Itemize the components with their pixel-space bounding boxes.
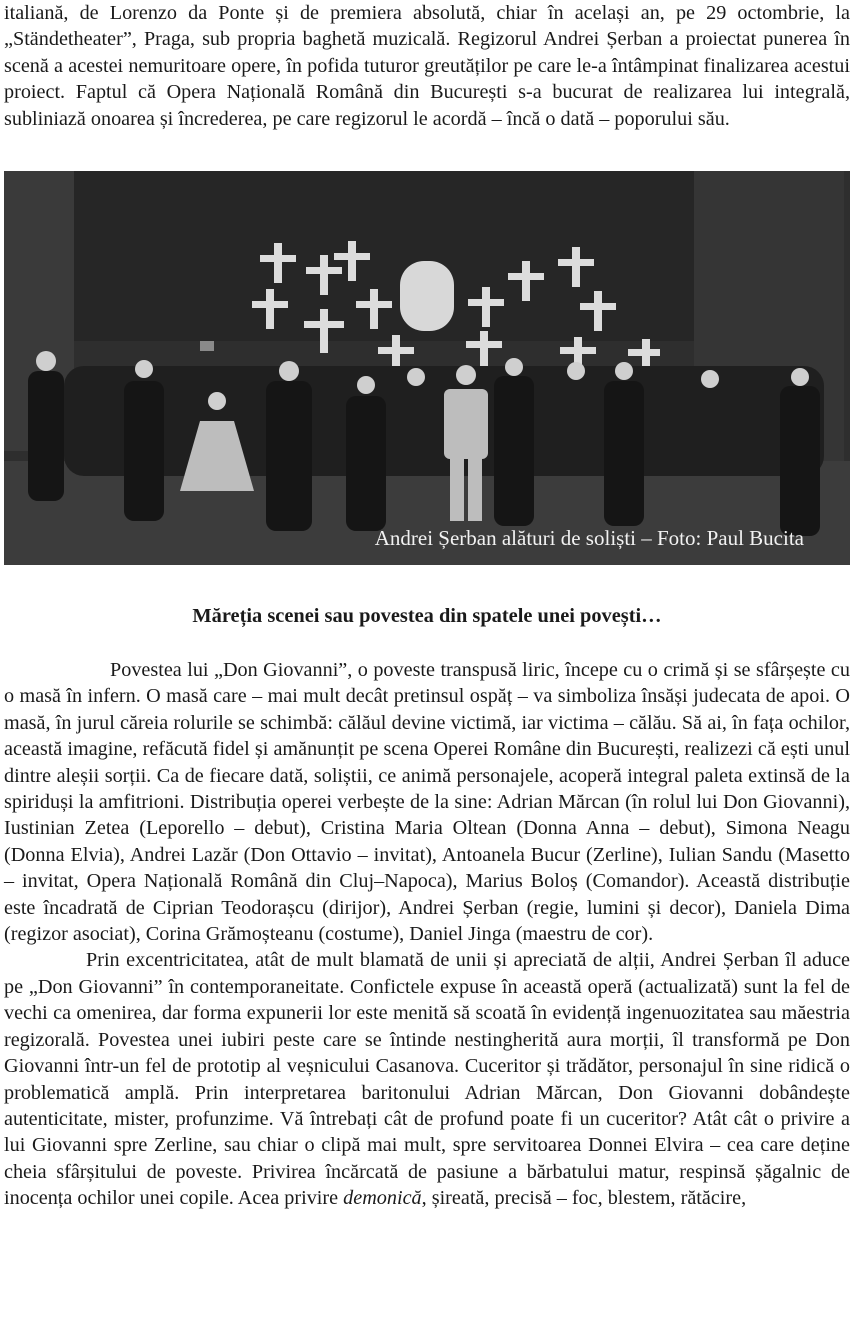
intro-paragraph: italiană, de Lorenzo da Ponte și de premiera absolută, chiar în același an, pe 29 octombrie, la „Ständetheater”, Praga, sub propria baghetă muzicală. Regizorul Andrei Șerban a proiectat punerea în scenă a acestei nemuritoare opere, în pofida tuturor greutăților pe care le-a întâmpinat finalizarea acestui proiect. Faptul că Opera Națională Română din București s-a bucurat de realizarea lui integrală, subliniază onoarea și încrederea, pe care regizorul le acordă – încă o dată – poporului său. — [4, 2, 850, 130]
section-heading: Măreția scenei sau povestea din spatele unei povești… — [192, 605, 662, 627]
article-body — [4, 657, 850, 1212]
stage-photo — [4, 171, 850, 565]
paragraph-2-emphasis: demonică — [343, 1187, 422, 1210]
paragraph-2-text-start: Prin excentricitatea, atât de mult blamată de unii și apreciată de alții, Andrei Șerban îl aduce pe „Don Giovanni” în contemporaneitate. Confictele expuse în această operă (actualizată) sunt la fel de vechi ca omenirea, dar forma expunerii lor este menită să scoată în evidență ingenuozitatea sau măestria regizorală. Povestea unei iubiri peste care se întinde nestingherită aura morții, îl transformă pe Don Giovanni într-un fel de prototip al veșnicului Casanova. Cuceritor și trădător, personajul în sine ridică o problematică amplă. Prin interpretarea baritonului Adrian Mărcan, Don Giovanni dobândește autenticitate, mister, profunzime. Vă întrebați cât de profund poate fi un cuceritor? Atât cât o privire a lui Giovanni spre Zerline, sau chiar o clipă mai mult, spre servitoarea Donnei Elvira – cea care deține cheia sfârșitului de poveste. Privirea încărcată de pasiune a bărbatului matur, respinsă șăgalnic de inocența ochilor unei copile. Acea privire — [4, 949, 850, 1210]
photo-caption: Andrei Șerban alături de soliști – Foto: Paul Bucita — [374, 526, 804, 550]
paragraph-1: Povestea lui „Don Giovanni”, o poveste transpusă liric, începe cu o crimă și se sfârșește cu o masă în infern. O masă care – mai mult decât pretinsul ospăț – va simboliza însăși judecata de apoi. O masă, în jurul căreia rolurile se schimbă: călăul devine victimă, iar victima – călău. Să ai, în fața ochilor, această imagine, refăcută fidel și amănunțit pe scena Operei Române din București, realizezi că ești unul dintre aleșii sorții. Ca de fiecare dată, soliștii, ce animă personajele, acoperă integral paleta extinsă de la spiriduși la amfitrioni. Distribuția operei verbește de la sine: Adrian Mărcan (în rolul lui Don Giovanni), Iustinian Zetea (Leporello – debut), Cristina Maria Oltean (Donna Anna – debut), Simona Neagu (Donna Elvia), Andrei Lazăr (Don Ottavio – invitat), Antoanela Bucur (Zerline), Iulian Sandu (Masetto – invitat, Opera Națională Română din Cluj–Napoca), Marius Boloș (Comandor). Această distribuție este încadrată de Ciprian Teodorașcu (dirijor), Andrei Șerban (regie, lumini și decor), Daniela Dima (regizor asociat), Corina Grămoșteanu (costume), Daniel Jinga (maestru de cor). — [4, 659, 850, 946]
document-page — [4, 0, 850, 1210]
stage-scene-illustration — [4, 171, 850, 565]
paragraph-2 — [4, 947, 850, 1211]
paragraph-2-text-end: , șireată, precisă – foc, blestem, rătăcire, — [421, 1187, 747, 1210]
